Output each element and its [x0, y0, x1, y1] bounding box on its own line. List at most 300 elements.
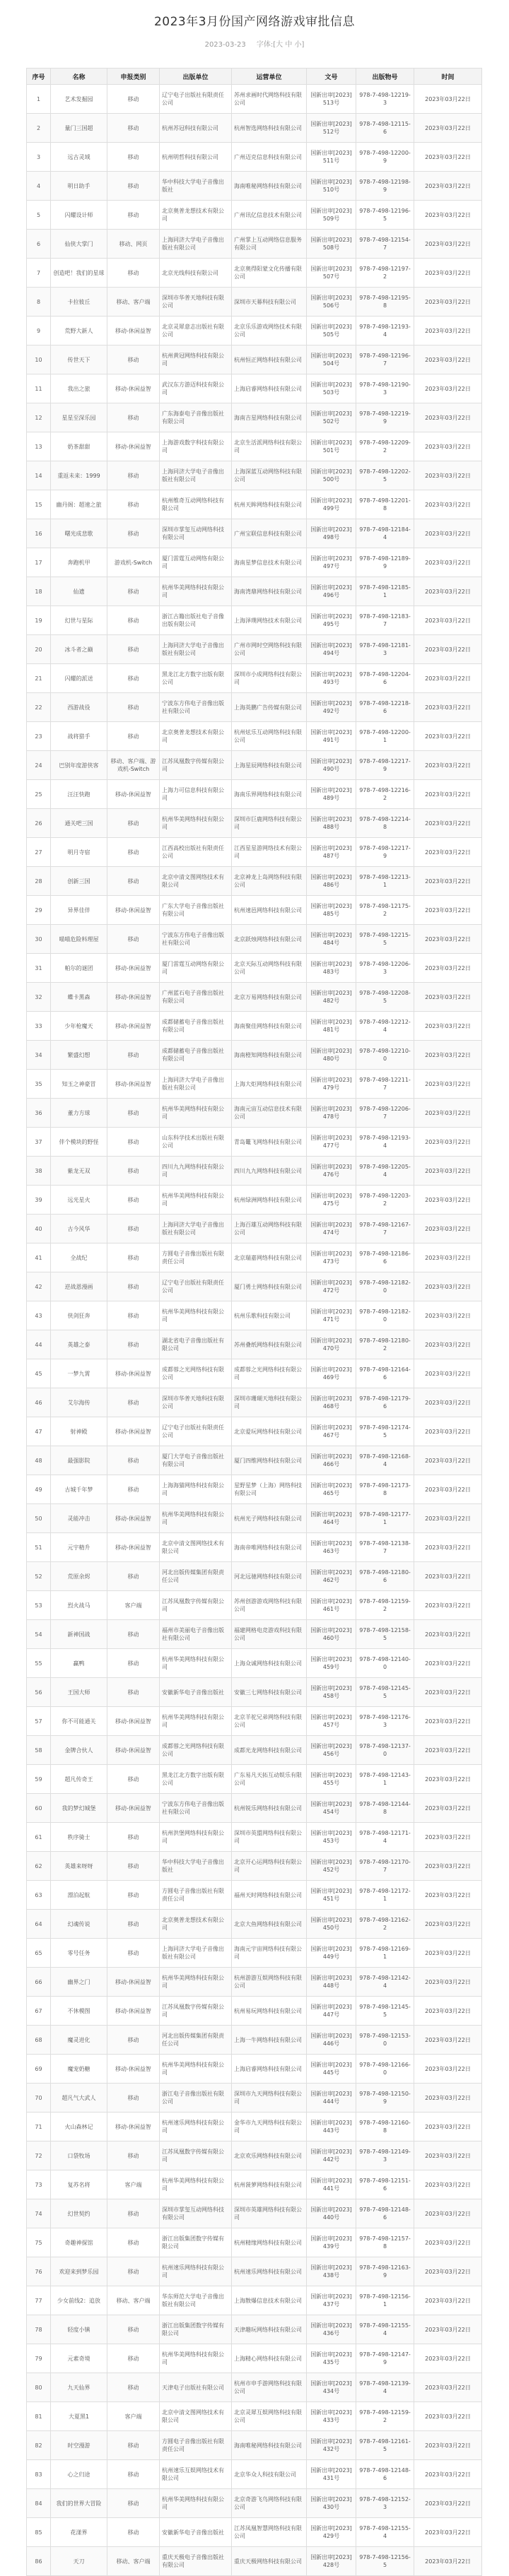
cell-isbn: 978-7-498-12160-8 [356, 2113, 414, 2141]
cell-category: 移动 [107, 1910, 160, 1939]
cell-category: 移动、客户端 [107, 288, 160, 317]
cell-operator: 苏州创游游戏网络科技有限公司 [232, 1591, 307, 1620]
cell-date: 2023年03月22日 [414, 317, 482, 345]
cell-date: 2023年03月22日 [414, 2257, 482, 2286]
cell-approval-no: 国新出审[2023]483号 [307, 954, 356, 983]
cell-name: 复苏名将 [51, 2170, 107, 2199]
table-row [27, 2228, 482, 2257]
cell-category: 移动-休闲益智 [107, 1070, 160, 1099]
cell-isbn: 978-7-498-12196-5 [356, 201, 414, 230]
cell-date: 2023年03月22日 [414, 1012, 482, 1041]
cell-approval-no: 国新出审[2023]497号 [307, 548, 356, 577]
col-header-operator: 运营单位 [232, 69, 307, 85]
cell-isbn: 978-7-498-12200-9 [356, 143, 414, 172]
cell-publisher: 上海同济大学电子音像出版社有限公司 [160, 1939, 232, 1968]
cell-operator: 上海泽璞网络技术有限公司 [232, 606, 307, 635]
cell-date: 2023年03月22日 [414, 548, 482, 577]
col-header-approval-no: 文号 [307, 69, 356, 85]
cell-no: 59 [27, 1765, 51, 1794]
cell-approval-no: 国新出审[2023]435号 [307, 2344, 356, 2373]
cell-approval-no: 国新出审[2023]492号 [307, 693, 356, 722]
cell-approval-no: 国新出审[2023]454号 [307, 1794, 356, 1823]
table-row [27, 114, 482, 143]
cell-approval-no: 国新出审[2023]491号 [307, 722, 356, 751]
cell-name: 幽丹阁：超速之旅 [51, 490, 107, 519]
table-row [27, 2373, 482, 2402]
cell-date: 2023年03月22日 [414, 693, 482, 722]
cell-name: 新神国战 [51, 1620, 107, 1649]
cell-operator: 杭州光子网络科技有限公司 [232, 1504, 307, 1533]
cell-name: 量门三国超 [51, 114, 107, 143]
cell-operator: 北京大鱼网络科技有限公司 [232, 1910, 307, 1939]
cell-no: 37 [27, 1128, 51, 1157]
table-row [27, 1128, 482, 1157]
table-row [27, 2315, 482, 2344]
cell-operator: 上海启睿网络科技有限公司 [232, 2055, 307, 2084]
cell-no: 5 [27, 201, 51, 230]
cell-category: 移动 [107, 490, 160, 519]
table-row [27, 1852, 482, 1881]
cell-category: 移动-休闲益智 [107, 1417, 160, 1446]
table-row [27, 345, 482, 374]
cell-publisher: 安徽新华电子音像出版社 [160, 2518, 232, 2547]
cell-publisher: 黑龙江北方数字出版有限公司 [160, 1765, 232, 1794]
table-row [27, 1620, 482, 1649]
cell-publisher: 杭州华美网络科技有限公司 [160, 1504, 232, 1533]
cell-isbn: 978-7-498-12137-0 [356, 1736, 414, 1765]
cell-date: 2023年03月22日 [414, 1649, 482, 1678]
table-row [27, 1041, 482, 1070]
cell-isbn: 978-7-498-12204-6 [356, 664, 414, 693]
table-row [27, 1099, 482, 1128]
cell-publisher: 江苏凤凰数字传媒有限公司 [160, 751, 232, 780]
cell-operator: 杭州绿洲网络科技有限公司 [232, 1186, 307, 1215]
cell-name: 仙侠大掌门 [51, 230, 107, 259]
cell-isbn: 978-7-498-12179-6 [356, 1388, 414, 1417]
cell-category: 移动 [107, 143, 160, 172]
cell-category: 移动-休闲益智 [107, 317, 160, 345]
cell-publisher: 杭州苏冠科技有限公司 [160, 114, 232, 143]
cell-name: 魔宠奶糖 [51, 2055, 107, 2084]
cell-category: 移动-休闲益智 [107, 1359, 160, 1388]
cell-date: 2023年03月22日 [414, 345, 482, 374]
cell-date: 2023年03月22日 [414, 809, 482, 838]
table-body [27, 85, 482, 2576]
cell-publisher: 安徽新华电子音像出版社 [160, 1678, 232, 1707]
cell-category: 移动 [107, 1852, 160, 1881]
cell-operator: 海南乐界网络科技有限公司 [232, 780, 307, 809]
cell-category: 移动-休闲益智 [107, 1707, 160, 1736]
cell-no: 9 [27, 317, 51, 345]
cell-no: 44 [27, 1330, 51, 1359]
cell-operator: 海南唯秘网络科技有限公司 [232, 172, 307, 201]
cell-date: 2023年03月22日 [414, 1968, 482, 1997]
col-header-publisher: 出版单位 [160, 69, 232, 85]
page-title: 2023年3月份国产网络游戏审批信息 [153, 15, 356, 29]
cell-approval-no: 国新出审[2023]493号 [307, 664, 356, 693]
cell-operator: 重庆天极网络科技有限公司 [232, 2547, 307, 2576]
cell-approval-no: 国新出审[2023]512号 [307, 114, 356, 143]
cell-category: 移动-休闲益智 [107, 1736, 160, 1765]
cell-name: 超凡气大武人 [51, 2084, 107, 2113]
cell-category: 移动 [107, 693, 160, 722]
cell-category: 移动、客户端 [107, 2547, 160, 2576]
cell-date: 2023年03月22日 [414, 2547, 482, 2576]
cell-category: 移动 [107, 1301, 160, 1330]
cell-name: 知玉之神豪冒 [51, 1070, 107, 1099]
cell-name: 远古灵域 [51, 143, 107, 172]
cell-approval-no: 国新出审[2023]498号 [307, 519, 356, 548]
table-row [27, 1678, 482, 1707]
cell-approval-no: 国新出审[2023]455号 [307, 1765, 356, 1794]
cell-no: 43 [27, 1301, 51, 1330]
cell-approval-no: 国新出审[2023]471号 [307, 1301, 356, 1330]
cell-isbn: 978-7-498-12175-2 [356, 896, 414, 925]
cell-publisher: 杭州华美网络科技有限公司 [160, 1099, 232, 1128]
cell-no: 34 [27, 1041, 51, 1070]
cell-publisher: 杭州华美网络科技有限公司 [160, 2344, 232, 2373]
cell-name: 星星至深乐园 [51, 403, 107, 432]
cell-date: 2023年03月22日 [414, 1678, 482, 1707]
cell-isbn: 978-7-498-12219-9 [356, 403, 414, 432]
table-row [27, 2460, 482, 2489]
cell-operator: 杭州速邑网络科技有限公司 [232, 896, 307, 925]
cell-approval-no: 国新出审[2023]473号 [307, 1243, 356, 1272]
cell-publisher: 上海同济大学电子音像出版社有限公司 [160, 1215, 232, 1243]
cell-operator: 四川九九网络科技有限公司 [232, 1157, 307, 1186]
cell-no: 36 [27, 1099, 51, 1128]
cell-date: 2023年03月22日 [414, 896, 482, 925]
cell-date: 2023年03月22日 [414, 374, 482, 403]
table-row [27, 1012, 482, 1041]
cell-category: 移动 [107, 2141, 160, 2170]
cell-approval-no: 国新出审[2023]430号 [307, 2489, 356, 2518]
cell-no: 14 [27, 461, 51, 490]
table-row [27, 2402, 482, 2431]
cell-isbn: 978-7-498-12145-5 [356, 1997, 414, 2026]
cell-date: 2023年03月22日 [414, 2055, 482, 2084]
table-row [27, 2257, 482, 2286]
cell-no: 31 [27, 954, 51, 983]
cell-category: 移动、客户端、游戏机-Switch [107, 751, 160, 780]
cell-no: 11 [27, 374, 51, 403]
cell-isbn: 978-7-498-12190-3 [356, 374, 414, 403]
cell-category: 移动 [107, 606, 160, 635]
cell-date: 2023年03月22日 [414, 1852, 482, 1881]
cell-publisher: 浙江古籍出版社电子音像出版有限公司 [160, 606, 232, 635]
cell-approval-no: 国新出审[2023]446号 [307, 2026, 356, 2055]
cell-approval-no: 国新出审[2023]478号 [307, 1099, 356, 1128]
table-row [27, 1330, 482, 1359]
table-row [27, 2141, 482, 2170]
cell-isbn: 978-7-498-12148-6 [356, 2199, 414, 2228]
cell-publisher: 浙江电子音像出版社有限公司 [160, 2084, 232, 2113]
cell-operator: 上海英鹏广告传媒有限公司 [232, 693, 307, 722]
cell-isbn: 978-7-498-12210-0 [356, 1041, 414, 1070]
cell-no: 40 [27, 1215, 51, 1243]
table-row [27, 2547, 482, 2576]
cell-category: 移动-休闲益智 [107, 983, 160, 1012]
cell-date: 2023年03月22日 [414, 403, 482, 432]
cell-publisher: 宁波东方伟电子音像出版社有限公司 [160, 693, 232, 722]
cell-approval-no: 国新出审[2023]475号 [307, 1186, 356, 1215]
cell-publisher: 上海海猫网络科技有限公司 [160, 1475, 232, 1504]
cell-no: 74 [27, 2199, 51, 2228]
cell-operator: 北京奇游飞鸟网络科技有限公司 [232, 2489, 307, 2518]
cell-name: 侠剑狂奔 [51, 1301, 107, 1330]
table-row [27, 230, 482, 259]
cell-date: 2023年03月22日 [414, 259, 482, 288]
cell-category: 移动 [107, 2373, 160, 2402]
cell-no: 86 [27, 2547, 51, 2576]
cell-operator: 杭州乐歌科技有限公司 [232, 1301, 307, 1330]
cell-publisher: 深圳市华普天地科技有限公司 [160, 288, 232, 317]
approval-table-container [26, 68, 481, 2576]
cell-date: 2023年03月22日 [414, 1215, 482, 1243]
table-row [27, 548, 482, 577]
cell-no: 85 [27, 2518, 51, 2547]
cell-category: 客户端 [107, 2170, 160, 2199]
cell-approval-no: 国新出审[2023]448号 [307, 1968, 356, 1997]
cell-operator: 深圳市巨鹿网络科技有限公司 [232, 809, 307, 838]
table-row [27, 780, 482, 809]
cell-operator: 星野星梦（上海）网络科技有限公司 [232, 1475, 307, 1504]
cell-approval-no: 国新出审[2023]450号 [307, 1910, 356, 1939]
cell-approval-no: 国新出审[2023]500号 [307, 461, 356, 490]
cell-approval-no: 国新出审[2023]458号 [307, 1678, 356, 1707]
cell-category: 移动 [107, 2344, 160, 2373]
cell-date: 2023年03月22日 [414, 432, 482, 461]
cell-date: 2023年03月22日 [414, 2402, 482, 2431]
cell-publisher: 方圆电子音像出版社有限责任公司 [160, 1881, 232, 1910]
cell-approval-no: 国新出审[2023]470号 [307, 1330, 356, 1359]
cell-publisher: 杭州华美网络科技有限公司 [160, 2055, 232, 2084]
cell-approval-no: 国新出审[2023]437号 [307, 2286, 356, 2315]
cell-approval-no: 国新出审[2023]431号 [307, 2460, 356, 2489]
cell-no: 58 [27, 1736, 51, 1765]
table-row [27, 1446, 482, 1475]
cell-isbn: 978-7-498-12185-1 [356, 577, 414, 606]
cell-approval-no: 国新出审[2023]507号 [307, 259, 356, 288]
table-row [27, 1823, 482, 1852]
table-row [27, 1765, 482, 1794]
cell-category: 移动 [107, 2084, 160, 2113]
cell-publisher: 华中科技大学电子音像出版社 [160, 172, 232, 201]
cell-approval-no: 国新出审[2023]432号 [307, 2431, 356, 2460]
cell-name: 不休模图 [51, 1997, 107, 2026]
cell-operator: 江西星星游网络技术有限公司 [232, 838, 307, 867]
cell-category: 移动 [107, 519, 160, 548]
cell-publisher: 上海同济大学电子音像出版社有限公司 [160, 635, 232, 664]
cell-approval-no: 国新出审[2023]485号 [307, 896, 356, 925]
cell-no: 49 [27, 1475, 51, 1504]
cell-approval-no: 国新出审[2023]466号 [307, 1446, 356, 1475]
cell-no: 70 [27, 2084, 51, 2113]
table-row [27, 2518, 482, 2547]
cell-category: 移动 [107, 1562, 160, 1591]
cell-date: 2023年03月22日 [414, 2199, 482, 2228]
cell-date: 2023年03月22日 [414, 2113, 482, 2141]
cell-no: 72 [27, 2141, 51, 2170]
cell-approval-no: 国新出审[2023]452号 [307, 1852, 356, 1881]
cell-date: 2023年03月22日 [414, 1881, 482, 1910]
cell-approval-no: 国新出审[2023]457号 [307, 1707, 356, 1736]
cell-name: 超凡传奇王 [51, 1765, 107, 1794]
cell-category: 移动 [107, 1939, 160, 1968]
cell-date: 2023年03月22日 [414, 2373, 482, 2402]
cell-date: 2023年03月22日 [414, 2084, 482, 2113]
cell-approval-no: 国新出审[2023]447号 [307, 1997, 356, 2026]
cell-operator: 福州天时网络科技有限公司 [232, 1881, 307, 1910]
cell-name: 战将猎手 [51, 722, 107, 751]
cell-category: 移动-休闲益智 [107, 432, 160, 461]
cell-isbn: 978-7-498-12157-8 [356, 2228, 414, 2257]
cell-isbn: 978-7-498-12183-7 [356, 606, 414, 635]
cell-date: 2023年03月22日 [414, 2460, 482, 2489]
cell-no: 1 [27, 85, 51, 114]
cell-date: 2023年03月22日 [414, 114, 482, 143]
cell-isbn: 978-7-498-12214-8 [356, 809, 414, 838]
cell-date: 2023年03月22日 [414, 2141, 482, 2170]
cell-date: 2023年03月22日 [414, 1301, 482, 1330]
cell-isbn: 978-7-498-12202-5 [356, 461, 414, 490]
cell-name: 艾尔海传 [51, 1388, 107, 1417]
cell-no: 16 [27, 519, 51, 548]
cell-operator: 深圳市九天网络科技有限公司 [232, 2084, 307, 2113]
cell-name: 闪耀设计师 [51, 201, 107, 230]
col-header-name: 名称 [51, 69, 107, 85]
cell-publisher: 山东科学技术出版社有限公司 [160, 1128, 232, 1157]
cell-operator: 福建网格电竞游戏科技有限公司 [232, 1620, 307, 1649]
cell-isbn: 978-7-498-12162-2 [356, 1910, 414, 1939]
cell-isbn: 978-7-498-12154-7 [356, 230, 414, 259]
cell-name: 伴个模块的野怪 [51, 1128, 107, 1157]
cell-no: 2 [27, 114, 51, 143]
cell-category: 移动 [107, 172, 160, 201]
cell-operator: 北京华众人科技有限公司 [232, 2460, 307, 2489]
cell-operator: 上海深蓝互动网络科技有限公司 [232, 461, 307, 490]
cell-isbn: 978-7-498-12196-7 [356, 345, 414, 374]
table-row [27, 722, 482, 751]
cell-category: 移动 [107, 345, 160, 374]
cell-operator: 杭州炫乐互动网络科技有限公司 [232, 722, 307, 751]
cell-category: 移动 [107, 2431, 160, 2460]
cell-approval-no: 国新出审[2023]480号 [307, 1041, 356, 1070]
cell-publisher: 杭州华美网络科技有限公司 [160, 577, 232, 606]
table-row [27, 1939, 482, 1968]
cell-no: 80 [27, 2373, 51, 2402]
cell-date: 2023年03月22日 [414, 664, 482, 693]
cell-approval-no: 国新出审[2023]490号 [307, 751, 356, 780]
table-row [27, 809, 482, 838]
cell-date: 2023年03月22日 [414, 1910, 482, 1939]
cell-date: 2023年03月22日 [414, 230, 482, 259]
cell-publisher: 杭州华美网络科技有限公司 [160, 1186, 232, 1215]
cell-name: 零号任务 [51, 1939, 107, 1968]
cell-name: 荒原余烬 [51, 1562, 107, 1591]
cell-isbn: 978-7-498-12167-7 [356, 1215, 414, 1243]
cell-operator: 上海众诚网络科技有限公司 [232, 1649, 307, 1678]
cell-name: 董力方球 [51, 1099, 107, 1128]
cell-name: 大夏黑1 [51, 2402, 107, 2431]
cell-approval-no: 国新出审[2023]449号 [307, 1939, 356, 1968]
cell-category: 移动 [107, 403, 160, 432]
cell-no: 28 [27, 867, 51, 896]
cell-approval-no: 国新出审[2023]506号 [307, 288, 356, 317]
cell-no: 17 [27, 548, 51, 577]
cell-approval-no: 国新出审[2023]505号 [307, 317, 356, 345]
cell-operator: 北京奥得阳蒙文化传播有限公司 [232, 259, 307, 288]
cell-no: 61 [27, 1823, 51, 1852]
cell-no: 50 [27, 1504, 51, 1533]
table-row [27, 2489, 482, 2518]
cell-isbn: 978-7-498-12180-6 [356, 1562, 414, 1591]
cell-approval-no: 国新出审[2023]479号 [307, 1070, 356, 1099]
cell-no: 13 [27, 432, 51, 461]
cell-category: 移动 [107, 1099, 160, 1128]
cell-date: 2023年03月22日 [414, 1562, 482, 1591]
cell-no: 8 [27, 288, 51, 317]
cell-category: 移动、网页 [107, 230, 160, 259]
cell-date: 2023年03月22日 [414, 2026, 482, 2055]
cell-isbn: 978-7-498-12213-1 [356, 867, 414, 896]
cell-publisher: 北京奥普龙想技术有限公司 [160, 201, 232, 230]
cell-name: 紫龙无双 [51, 1157, 107, 1186]
cell-no: 65 [27, 1939, 51, 1968]
cell-date: 2023年03月22日 [414, 983, 482, 1012]
cell-isbn: 978-7-498-12181-3 [356, 635, 414, 664]
cell-no: 46 [27, 1388, 51, 1417]
cell-approval-no: 国新出审[2023]439号 [307, 2228, 356, 2257]
cell-category: 移动 [107, 2257, 160, 2286]
cell-date: 2023年03月22日 [414, 2286, 482, 2315]
col-header-date: 时间 [414, 69, 482, 85]
cell-date: 2023年03月22日 [414, 1504, 482, 1533]
cell-operator: 海南帝唯网络科技有限公司 [232, 1533, 307, 1562]
cell-date: 2023年03月22日 [414, 172, 482, 201]
cell-publisher: 成都蓉之光网络科技有限公司 [160, 1736, 232, 1765]
table-row [27, 1649, 482, 1678]
table-row [27, 1910, 482, 1939]
cell-name: 西游战役 [51, 693, 107, 722]
table-row [27, 1997, 482, 2026]
cell-publisher: 浙江出版集团数字传媒有限公司 [160, 2228, 232, 2257]
cell-publisher: 湖北省电子音像出版社有限公司 [160, 1330, 232, 1359]
table-row [27, 1417, 482, 1446]
cell-isbn: 978-7-498-12209-2 [356, 432, 414, 461]
cell-name: 幻世与星际 [51, 606, 107, 635]
cell-operator: 北京神龙上岛网络科技有限公司 [232, 867, 307, 896]
cell-name: 逆战恩漫画 [51, 1272, 107, 1301]
cell-operator: 上海精心网络科技有限公司 [232, 2344, 307, 2373]
cell-category: 移动 [107, 664, 160, 693]
table-row [27, 1215, 482, 1243]
cell-no: 60 [27, 1794, 51, 1823]
cell-no: 12 [27, 403, 51, 432]
cell-approval-no: 国新出审[2023]469号 [307, 1359, 356, 1388]
table-row [27, 317, 482, 345]
font-size-switcher[interactable]: 字体:[大 中 小] [256, 41, 305, 49]
cell-name: 花漾界 [51, 2518, 107, 2547]
table-row [27, 867, 482, 896]
table-row [27, 461, 482, 490]
cell-no: 67 [27, 1997, 51, 2026]
cell-category: 移动 [107, 2518, 160, 2547]
cell-operator: 海南聚佳网络科技有限公司 [232, 1012, 307, 1041]
cell-category: 移动 [107, 867, 160, 896]
table-row [27, 2113, 482, 2141]
cell-approval-no: 国新出审[2023]459号 [307, 1649, 356, 1678]
